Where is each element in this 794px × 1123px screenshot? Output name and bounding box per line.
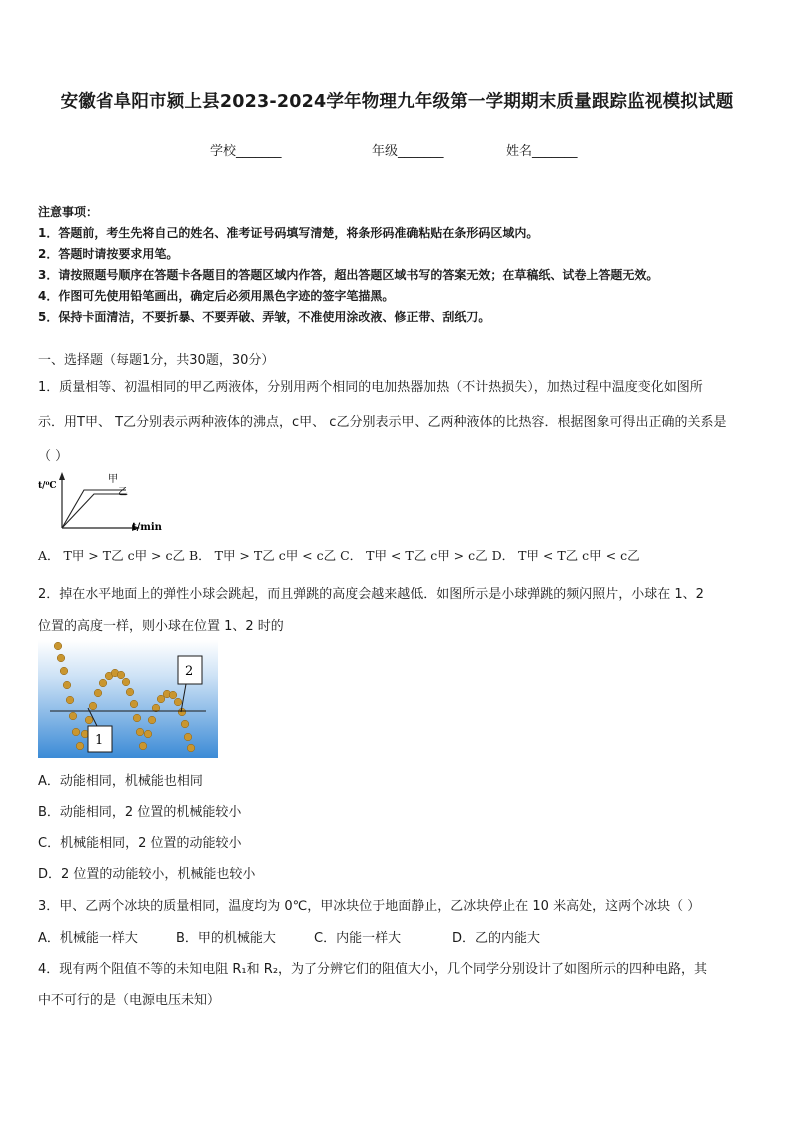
x-axis-label: t/min xyxy=(132,522,162,533)
page-title: 安徽省阜阳市颍上县2023-2024学年物理九年级第一学期期末质量跟踪监视模拟试题 xyxy=(60,92,734,112)
q2-option-a: A．动能相同，机械能也相同 xyxy=(38,774,203,789)
note-item: 3．请按照题号顺序在答题卡各题目的答题区域内作答，超出答题区域书写的答案无效；在草稿纸、试卷上答题无效。 xyxy=(38,268,659,282)
notes-heading: 注意事项： xyxy=(38,205,99,219)
note-item: 5．保持卡面清洁，不要折暴、不要弄破、弄皱，不准使用涂改液、修正带、刮纸刀。 xyxy=(38,310,491,324)
y-axis-label: t/⁰C xyxy=(38,481,57,491)
q1-stem-line3: （ ） xyxy=(38,449,69,464)
curve-jia xyxy=(62,490,126,528)
q1-stem-line2: 示．用T甲、 T乙分别表示两种液体的沸点，c甲、 c乙分别表示甲、乙两种液体的比热容．根据图象可得出正确的关系是 xyxy=(38,415,727,430)
section-heading: 一、选择题（每题1分，共30题，30分） xyxy=(38,353,275,368)
grade-field: 年级_______ xyxy=(372,144,444,159)
q3-stem: 3．甲、乙两个冰块的质量相同，温度均为 0℃，甲冰块位于地面静止，乙冰块停止在 10 米高处，这两个冰块（ ） xyxy=(38,899,701,914)
q3-option-d: D．乙的内能大 xyxy=(452,931,541,946)
callout-2-label: 2 xyxy=(185,664,194,679)
q2-option-c: C．机械能相同，2 位置的动能较小 xyxy=(38,836,242,851)
y-axis-arrow xyxy=(59,472,65,480)
label-jia: 甲 xyxy=(108,474,118,485)
note-item: 4．作图可先使用铅笔画出，确定后必须用黑色字迹的签字笔描黑。 xyxy=(38,289,395,303)
q2-option-b: B．动能相同，2 位置的机械能较小 xyxy=(38,805,242,820)
note-item: 2．答题时请按要求用笔。 xyxy=(38,247,179,261)
q1-stem-line1: 1．质量相等、初温相同的甲乙两液体，分别用两个相同的电加热器加热（不计热损失），加热过程中温度变化如图所 xyxy=(38,380,703,395)
q2-stem-line1: 2．掉在水平地面上的弹性小球会跳起，而且弹跳的高度会越来越低．如图所示是小球弹跳的频闪照片，小球在 1、2 xyxy=(38,587,704,602)
q1-options: A． T甲 > T乙 c甲 > c乙 B． T甲 > T乙 c甲 < c乙 C． T甲 < T乙 c甲 > c乙 D． T甲 < T乙 c甲 < c乙 xyxy=(38,548,640,563)
name-field: 姓名_______ xyxy=(506,144,578,159)
q1-temperature-graph xyxy=(36,468,166,538)
callout-1-label: 1 xyxy=(95,733,104,748)
q3-option-b: B．甲的机械能大 xyxy=(176,931,276,946)
q3-option-a: A．机械能一样大 xyxy=(38,931,138,946)
label-yi: 乙 xyxy=(118,487,128,498)
q4-stem-line2: 中不可行的是（电源电压未知） xyxy=(38,993,221,1008)
note-item: 1．答题前，考生先将自己的姓名、准考证号码填写清楚，将条形码准确粘贴在条形码区域内。 xyxy=(38,226,539,240)
q2-bouncing-ball-photo xyxy=(38,640,218,758)
school-field: 学校_______ xyxy=(210,144,282,159)
q4-stem-line1: 4．现有两个阻值不等的未知电阻 R₁和 R₂，为了分辨它们的阻值大小，几个同学分别设计了如图所示的四种电路，其 xyxy=(38,962,708,977)
q3-option-c: C．内能一样大 xyxy=(314,931,402,946)
q2-stem-line2: 位置的高度一样，则小球在位置 1、2 时的 xyxy=(38,619,284,634)
q2-option-d: D．2 位置的动能较小，机械能也较小 xyxy=(38,867,256,882)
